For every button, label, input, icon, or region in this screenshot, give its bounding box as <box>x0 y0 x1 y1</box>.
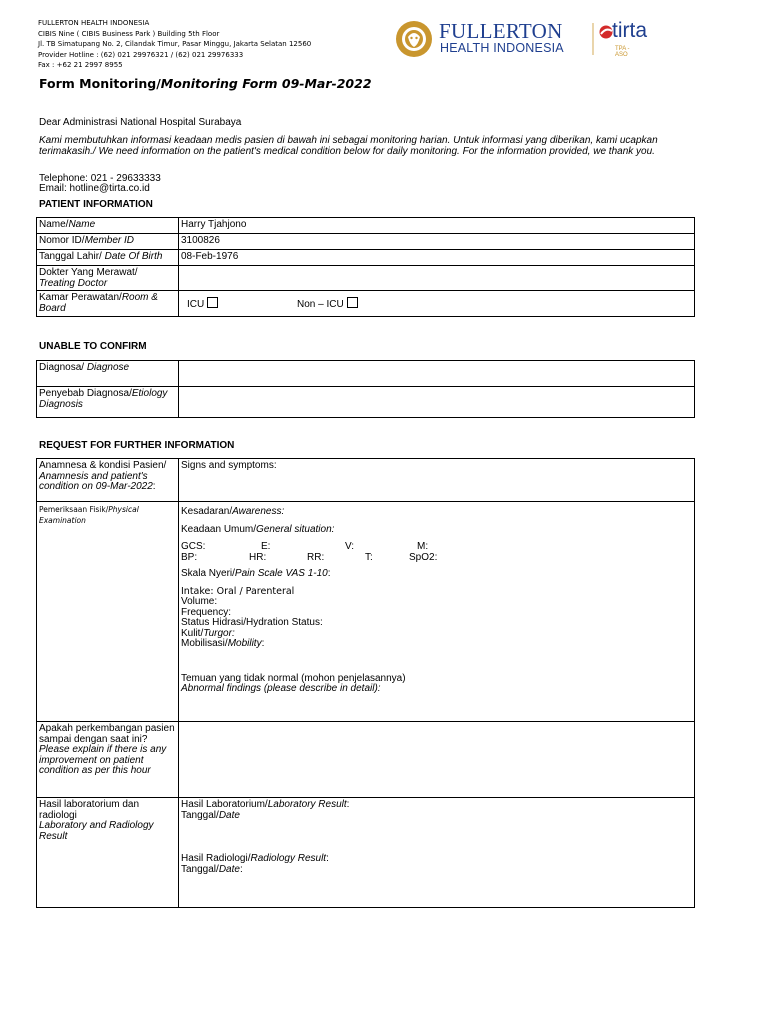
lab-date-label: Tanggal/Date <box>181 809 240 821</box>
table-row <box>37 798 695 908</box>
etiology-value[interactable] <box>179 387 695 418</box>
unable-to-confirm-title: UNABLE TO CONFIRM <box>39 341 147 352</box>
salutation: Dear Administrasi National Hospital Surabaya <box>39 117 242 128</box>
unable-table <box>36 360 695 418</box>
vitals-row: BP: HR: RR: T: SpO2: <box>181 551 438 563</box>
table-row <box>37 218 695 234</box>
header-address <box>38 18 311 71</box>
exam-cell[interactable] <box>179 502 695 722</box>
table-row <box>37 459 695 502</box>
request-info-title: REQUEST FOR FURTHER INFORMATION <box>39 440 235 451</box>
logo-tpa-aso-text: TPA - ASO <box>615 46 630 58</box>
hydration-label: Status Hidrasi/Hydration Status: <box>181 617 323 628</box>
lab-result-label: Hasil Laboratorium/Laboratory Result: <box>181 799 350 810</box>
table-row <box>37 361 695 387</box>
table-row <box>37 234 695 250</box>
doctor-value[interactable] <box>179 266 695 291</box>
turgor-label: Kulit/Turgor: <box>181 627 235 639</box>
icu-label: ICU <box>187 299 205 311</box>
volume-label: Volume: <box>181 596 218 607</box>
doctor-label: Dokter Yang Merawat/ Treating Doctor <box>37 266 179 291</box>
company-name: FULLERTON HEALTH INDONESIA <box>38 19 150 27</box>
progress-value[interactable] <box>179 722 695 798</box>
general-label: Keadaan Umum/General situation: <box>181 523 335 535</box>
lab-radiology-label: Hasil laboratorium dan radiologi Laboratory and Radiology Result <box>37 798 179 908</box>
request-table <box>36 458 695 908</box>
telephone: Telephone: 021 - 29633333 <box>39 173 161 184</box>
radiology-date-label: Tanggal/Date: <box>181 863 243 875</box>
non-icu-label: Non – ICU <box>297 299 344 311</box>
intake-label: Intake: Oral / Parenteral <box>181 585 295 597</box>
icu-checkbox[interactable] <box>207 297 218 308</box>
table-row <box>37 502 695 722</box>
name-label: Name/Name <box>37 218 179 234</box>
patient-info-title: PATIENT INFORMATION <box>39 199 153 210</box>
room-label: Kamar Perawatan/Room & Board <box>37 291 179 317</box>
form-title: Form Monitoring/Monitoring Form 09-Mar-2022 <box>39 76 372 91</box>
exam-label: Pemeriksaan Fisik/Physical Examination <box>37 502 179 722</box>
address-line-2: Jl. TB Simatupang No. 2, Cilandak Timur, Pasar Minggu, Jakarta Selatan 12560 <box>38 40 312 48</box>
member-id-value: 3100826 <box>179 234 695 250</box>
diagnose-label: Diagnosa/ Diagnose <box>37 361 179 387</box>
logo-health-indonesia-text: HEALTH INDONESIA <box>440 41 564 55</box>
mobility-label: Mobilisasi/Mobility: <box>181 638 265 649</box>
member-id-label: Nomor ID/Member ID <box>37 234 179 250</box>
non-icu-checkbox[interactable] <box>347 297 358 308</box>
table-row <box>37 387 695 418</box>
dob-label: Tanggal Lahir/ Date Of Birth <box>37 250 179 266</box>
abnormal-findings-label-en: Abnormal findings (please describe in detail): <box>181 683 381 694</box>
dob-value: 08-Feb-1976 <box>179 250 695 266</box>
table-row <box>37 266 695 291</box>
table-row <box>37 722 695 798</box>
lab-radiology-cell[interactable] <box>179 798 695 908</box>
provider-hotline: Provider Hotline : (62) 021 29976321 / (62) 021 29976333 <box>38 50 244 59</box>
anamnesa-label: Anamnesa & kondisi Pasien/ Anamnesis and patient's condition on 09-Mar-2022: <box>37 459 179 502</box>
logo-fullerton-text: FULLERTON <box>439 19 563 43</box>
etiology-label: Penyebab Diagnosa/Etiology Diagnosis <box>37 387 179 418</box>
email: Email: hotline@tirta.co.id <box>39 183 150 194</box>
fax: Fax : +62 21 2997 8955 <box>38 61 123 69</box>
intro-paragraph: Kami membutuhkan informasi keadaan medis pasien di bawah ini sebagai monitoring harian. Untuk informasi yang diberikan, kami ucapkan terimakasih./ We need information on the patient's medical condition below for daily monitoring. For the information provided, we thank you. <box>39 135 658 157</box>
progress-label: Apakah perkembangan pasien sampai dengan saat ini? Please explain if there is any improvement on patient condition as per this hour <box>37 722 179 798</box>
signs-cell[interactable] <box>179 459 695 502</box>
pain-scale-label: Skala Nyeri/Pain Scale VAS 1-10: <box>181 568 331 579</box>
abnormal-findings-label: Temuan yang tidak normal (mohon penjelasannya) <box>181 672 406 684</box>
signs-label: Signs and symptoms: <box>181 460 277 471</box>
table-row <box>37 250 695 266</box>
table-row <box>37 291 695 317</box>
name-value: Harry Tjahjono <box>179 218 695 234</box>
room-value <box>179 291 695 317</box>
diagnose-value[interactable] <box>179 361 695 387</box>
frequency-label: Frequency: <box>181 606 232 618</box>
logo-tirta-text: tirta <box>612 19 648 42</box>
awareness-label: Kesadaran/Awareness: <box>181 506 285 517</box>
radiology-result-label: Hasil Radiologi/Radiology Result: <box>181 853 329 864</box>
header-logos <box>393 17 648 61</box>
patient-info-table <box>36 217 695 317</box>
gcs-row: GCS: E: V: M: <box>181 541 429 552</box>
address-line-1: CIBIS Nine ( CIBIS Business Park ) Building 5th Floor <box>38 29 220 38</box>
